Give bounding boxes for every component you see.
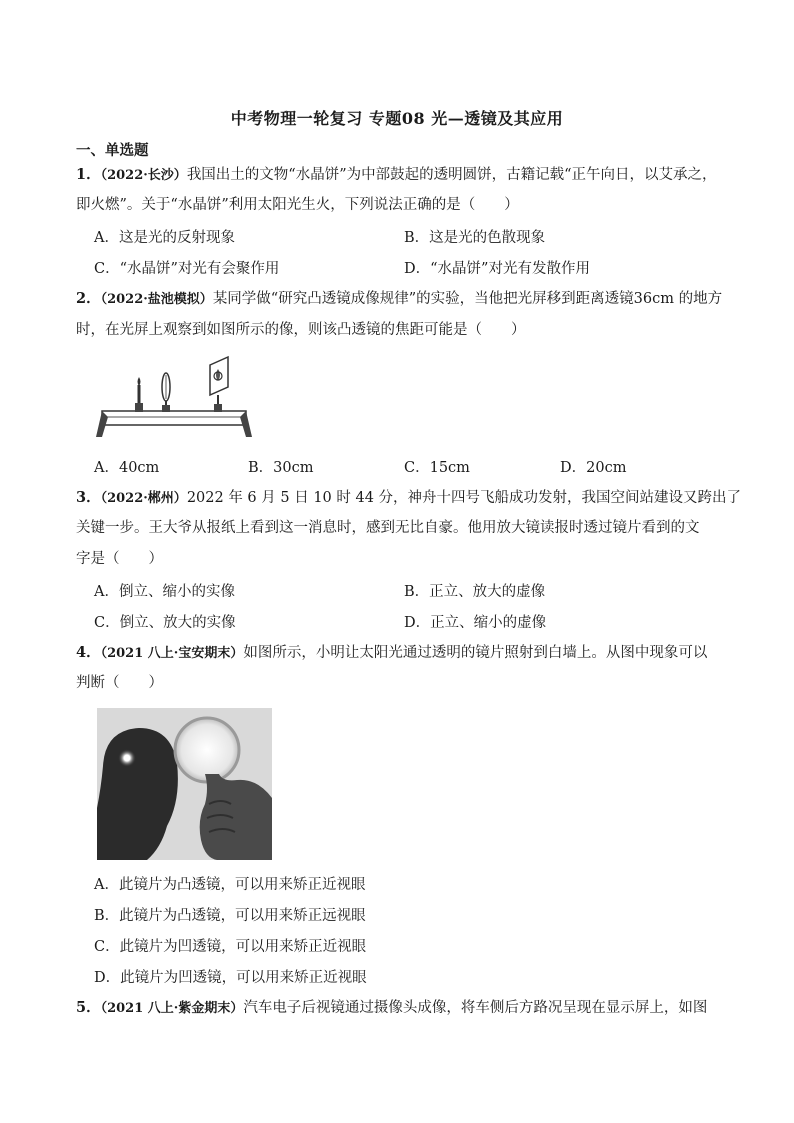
q4-option-a[interactable]: A．此镜片为凸透镜，可以用来矫正近视眼 <box>94 877 366 893</box>
q2-option-c[interactable]: C．15cm <box>404 460 470 476</box>
lens-photo-figure <box>97 708 272 860</box>
question-3-line-2: 关键一步。王大爷从报纸上看到这一消息时，感到无比自豪。他用放大镜读报时透过镜片看到的文 <box>76 520 700 536</box>
q3-option-b[interactable]: B．正立、放大的虚像 <box>404 584 546 600</box>
optical-bench-figure <box>94 355 254 440</box>
question-4-line-1: 4．（2021 八上·宝安期末）如图所示，小明让太阳光通过透明的镜片照射到白墙上。从图中现象可以 <box>76 644 708 661</box>
q1-option-a[interactable]: A．这是光的反射现象 <box>94 230 235 246</box>
section-heading: 一、单选题 <box>76 142 149 159</box>
page-title: 中考物理一轮复习 专题08 光—透镜及其应用 <box>230 109 564 128</box>
question-1-line-1: 1．（2022·长沙）我国出土的文物“水晶饼”为中部鼓起的透明圆饼，古籍记载“正午向日，以艾承之， <box>76 166 717 183</box>
q3-option-c[interactable]: C．倒立、放大的实像 <box>94 615 236 631</box>
q4-option-b[interactable]: B．此镜片为凸透镜，可以用来矫正远视眼 <box>94 908 366 924</box>
q3-option-d[interactable]: D．正立、缩小的虚像 <box>404 615 547 631</box>
q2-option-b[interactable]: B．30cm <box>248 460 314 476</box>
question-4-line-2: 判断（ ） <box>76 675 163 691</box>
q1-option-d[interactable]: D．“水晶饼”对光有发散作用 <box>404 261 590 277</box>
question-3-line-1: 3．（2022·郴州）2022 年 6 月 5 日 10 时 44 分，神舟十四号飞船成功发射，我国空间站建设又跨出了 <box>76 489 742 506</box>
question-2-line-2: 时，在光屏上观察到如图所示的像，则该凸透镜的焦距可能是（ ） <box>76 322 526 338</box>
q1-option-b[interactable]: B．这是光的色散现象 <box>404 230 546 246</box>
q3-option-a[interactable]: A．倒立、缩小的实像 <box>94 584 235 600</box>
q4-option-d[interactable]: D．此镜片为凹透镜，可以用来矫正近视眼 <box>94 970 367 986</box>
question-1-line-2: 即火燃”。关于“水晶饼”利用太阳光生火，下列说法正确的是（ ） <box>76 197 519 213</box>
q2-option-d[interactable]: D．20cm <box>560 460 627 476</box>
question-2-line-1: 2．（2022·盐池模拟）某同学做“研究凸透镜成像规律”的实验，当他把光屏移到距离透镜36cm 的地方 <box>76 290 723 307</box>
q1-option-c[interactable]: C．“水晶饼”对光有会聚作用 <box>94 261 280 277</box>
q4-option-c[interactable]: C．此镜片为凹透镜，可以用来矫正近视眼 <box>94 939 367 955</box>
question-3-line-3: 字是（ ） <box>76 551 163 567</box>
question-5-line-1: 5．（2021 八上·紫金期末）汽车电子后视镜通过摄像头成像，将车侧后方路况呈现在显示屏上，如图 <box>76 999 708 1016</box>
q2-option-a[interactable]: A．40cm <box>94 460 160 476</box>
